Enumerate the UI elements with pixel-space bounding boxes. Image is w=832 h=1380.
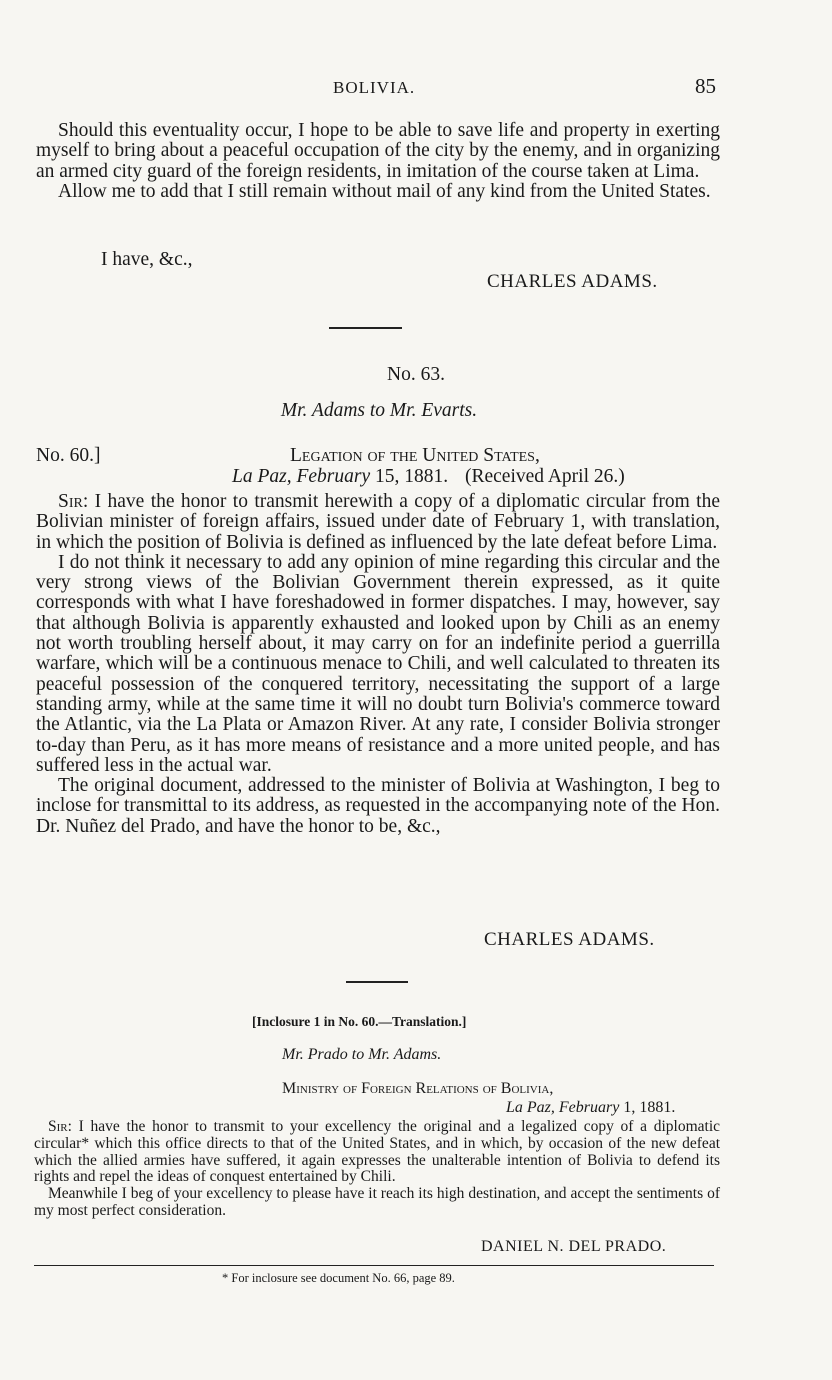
dispatch-reference-number: No. 60.] xyxy=(36,445,101,466)
dispatch-salutation: Sir: xyxy=(58,491,89,512)
running-header-title: BOLIVIA. xyxy=(333,78,416,97)
dispatch-date-place: La Paz, February xyxy=(232,466,371,487)
footnote: * For inclosure see document No. 66, page 89. xyxy=(222,1271,455,1285)
dispatch-title: Mr. Adams to Mr. Evarts. xyxy=(280,400,478,421)
dispatch-paragraph-3: The original document, addressed to the minister of Bolivia at Washington, I beg to inclose for transmittal to its address, as requested in the accompanying note of the Hon. Dr. Nuñez del Prado, and have the honor to be, &c., xyxy=(36,775,720,837)
top-letter-paragraph-2: Allow me to add that I still remain without mail of any kind from the United States. xyxy=(58,180,711,202)
dispatch-date-line xyxy=(232,466,625,488)
inclosure-signature: DANIEL N. DEL PRADO. xyxy=(481,1238,667,1255)
dispatch-body xyxy=(36,492,720,837)
section-divider-2 xyxy=(346,981,408,983)
dispatch-number-heading: No. 63. xyxy=(387,364,445,385)
top-letter-body xyxy=(36,121,720,202)
dispatch-paragraph-1 xyxy=(36,492,720,553)
inclosure-paragraph-2: Meanwhile I beg of your excellency to please have it reach its high destination, and accept the sentiments of my most perfect consideration. xyxy=(34,1185,720,1219)
inclosure-date-place: La Paz, February xyxy=(506,1099,620,1116)
inclosure-paragraph-1 xyxy=(34,1119,720,1186)
inclosure-salutation: Sir: xyxy=(48,1118,72,1135)
top-letter-signature: CHARLES ADAMS. xyxy=(487,271,658,292)
inclosure-body xyxy=(34,1119,720,1220)
inclosure-date-line xyxy=(506,1099,675,1117)
dispatch-received: (Received April 26.) xyxy=(465,466,625,487)
dispatch-place-line: Legation of the United States, xyxy=(290,445,540,466)
inclosure-paragraph-1-text: I have the honor to transmit to your excellency the original and a legalized copy of a diplomatic circular* which this office directs to that of the United States, and in which, by occasion of the new defeat which the allied armies have suffered, it again expresses the unalterable intention of Bolivia to defend its rights and repel the ideas of conquest entertained by Chili. xyxy=(34,1118,721,1186)
dispatch-date-rest: 15, 1881. xyxy=(370,466,449,487)
dispatch-paragraph-1-text: I have the honor to transmit herewith a copy of a diplomatic circular from the Bolivian minister of foreign affairs, issued under date of February 1, with translation, in which the position of Bolivia is defined as influenced by the late defeat before Lima. xyxy=(36,491,721,553)
top-letter-paragraph-1: Should this eventuality occur, I hope to be able to save life and property in exerting myself to bring about a peaceful occupation of the city by the enemy, and in organizing an armed city guard of the foreign residents, in imitation of the course taken at Lima. xyxy=(36,120,720,182)
footnote-divider xyxy=(34,1265,714,1266)
dispatch-signature: CHARLES ADAMS. xyxy=(484,929,655,950)
top-letter-closing: I have, &c., xyxy=(101,249,193,270)
inclosure-place-line: Ministry of Foreign Relations of Bolivia, xyxy=(282,1080,554,1097)
dispatch-paragraph-2: I do not think it necessary to add any opinion of mine regarding this circular and the very strong views of the Bolivian Government therein expressed, as it quite corresponds with what I have foreshadowed in former dispatches. I may, however, say that although Bolivia is apparently exhausted and looked upon by Chili as an enemy not worth troubling herself about, it may carry on for an indefinite period a guerrilla warfare, which will be a continuous menace to Chili, and well calculated to threaten its peaceful possession of the conquered territory, necessitating the support of a large standing army, while at the same time it will no doubt turn Bolivia's commerce toward the Atlantic, via the La Plata or Amazon River. At any rate, I consider Bolivia stronger to-day than Peru, as it has more means of resistance and a more united people, and has suffered less in the actual war. xyxy=(36,551,720,776)
section-divider-1 xyxy=(329,327,402,329)
inclosure-title: Mr. Prado to Mr. Adams. xyxy=(282,1046,442,1063)
inclosure-date-rest: 1, 1881. xyxy=(619,1099,676,1116)
page-number: 85 xyxy=(695,74,716,98)
inclosure-heading: [Inclosure 1 in No. 60.—Translation.] xyxy=(252,1014,467,1029)
